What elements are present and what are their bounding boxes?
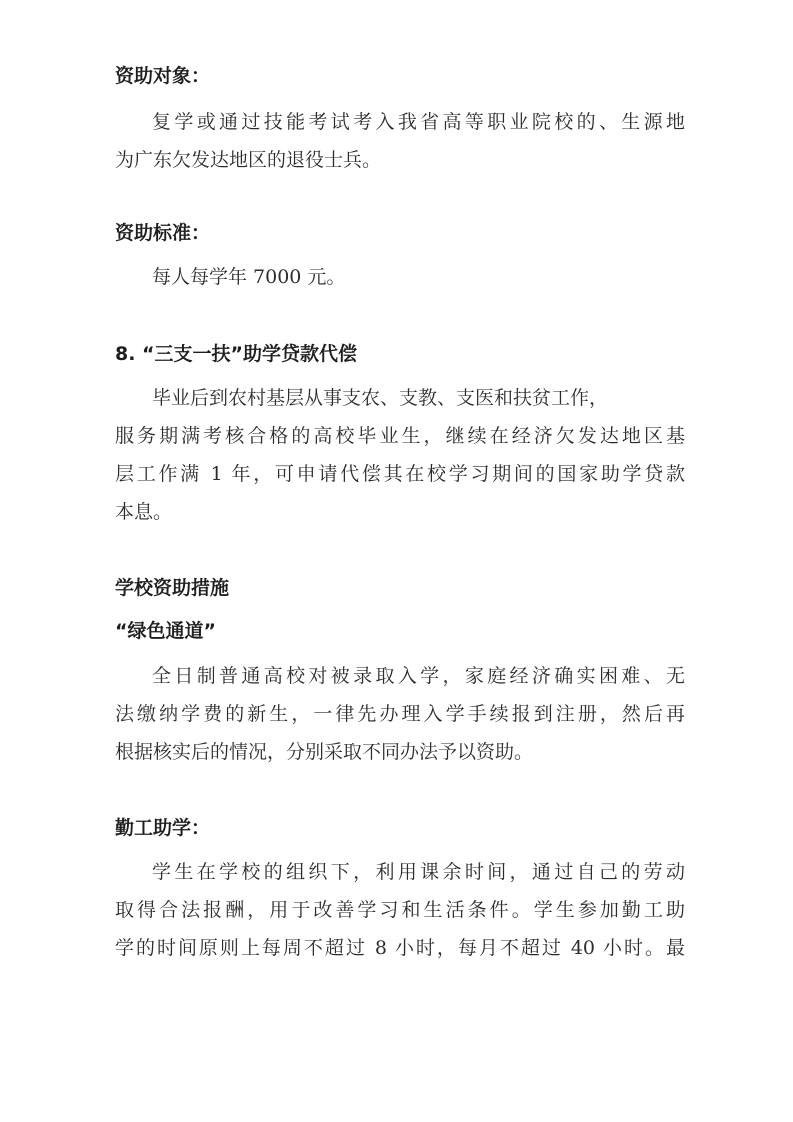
- section-heading-school: 学校资助措施: [115, 577, 230, 599]
- paragraph-line: 每人每学年 7000 元。: [152, 266, 346, 288]
- paragraph-line: 层工作满 1 年，可申请代偿其在校学习期间的国家助学贷款: [115, 463, 685, 485]
- section-heading-target: 资助对象：: [115, 65, 211, 87]
- section-heading-green: “绿色通道”: [115, 620, 216, 642]
- paragraph-line: 学生在学校的组织下，利用课余时间，通过自己的劳动: [152, 861, 685, 883]
- section-heading-item8: 8. “三支一扶”助学贷款代偿: [115, 343, 358, 365]
- paragraph-line: 法缴纳学费的新生，一律先办理入学手续报到注册，然后再: [115, 703, 685, 725]
- paragraph-line: 服务期满考核合格的高校毕业生，继续在经济欠发达地区基: [115, 425, 685, 447]
- paragraph-line: 取得合法报酬，用于改善学习和生活条件。学生参加勤工助: [115, 899, 685, 921]
- paragraph-line: 本息。: [115, 501, 173, 523]
- paragraph-line: 毕业后到农村基层从事支农、支教、支医和扶贫工作，: [152, 387, 609, 409]
- paragraph-line: 为广东欠发达地区的退役士兵。: [115, 149, 382, 171]
- paragraph-line: 根据核实后的情况，分别采取不同办法予以资助。: [115, 741, 534, 763]
- section-heading-work: 勤工助学：: [115, 817, 211, 839]
- paragraph-line: 学的时间原则上每周不超过 8 小时，每月不超过 40 小时。最: [115, 937, 685, 959]
- paragraph-line: 复学或通过技能考试考入我省高等职业院校的、生源地: [152, 111, 685, 133]
- section-heading-standard: 资助标准：: [115, 222, 211, 244]
- paragraph-line: 全日制普通高校对被录取入学，家庭经济确实困难、无: [152, 665, 685, 687]
